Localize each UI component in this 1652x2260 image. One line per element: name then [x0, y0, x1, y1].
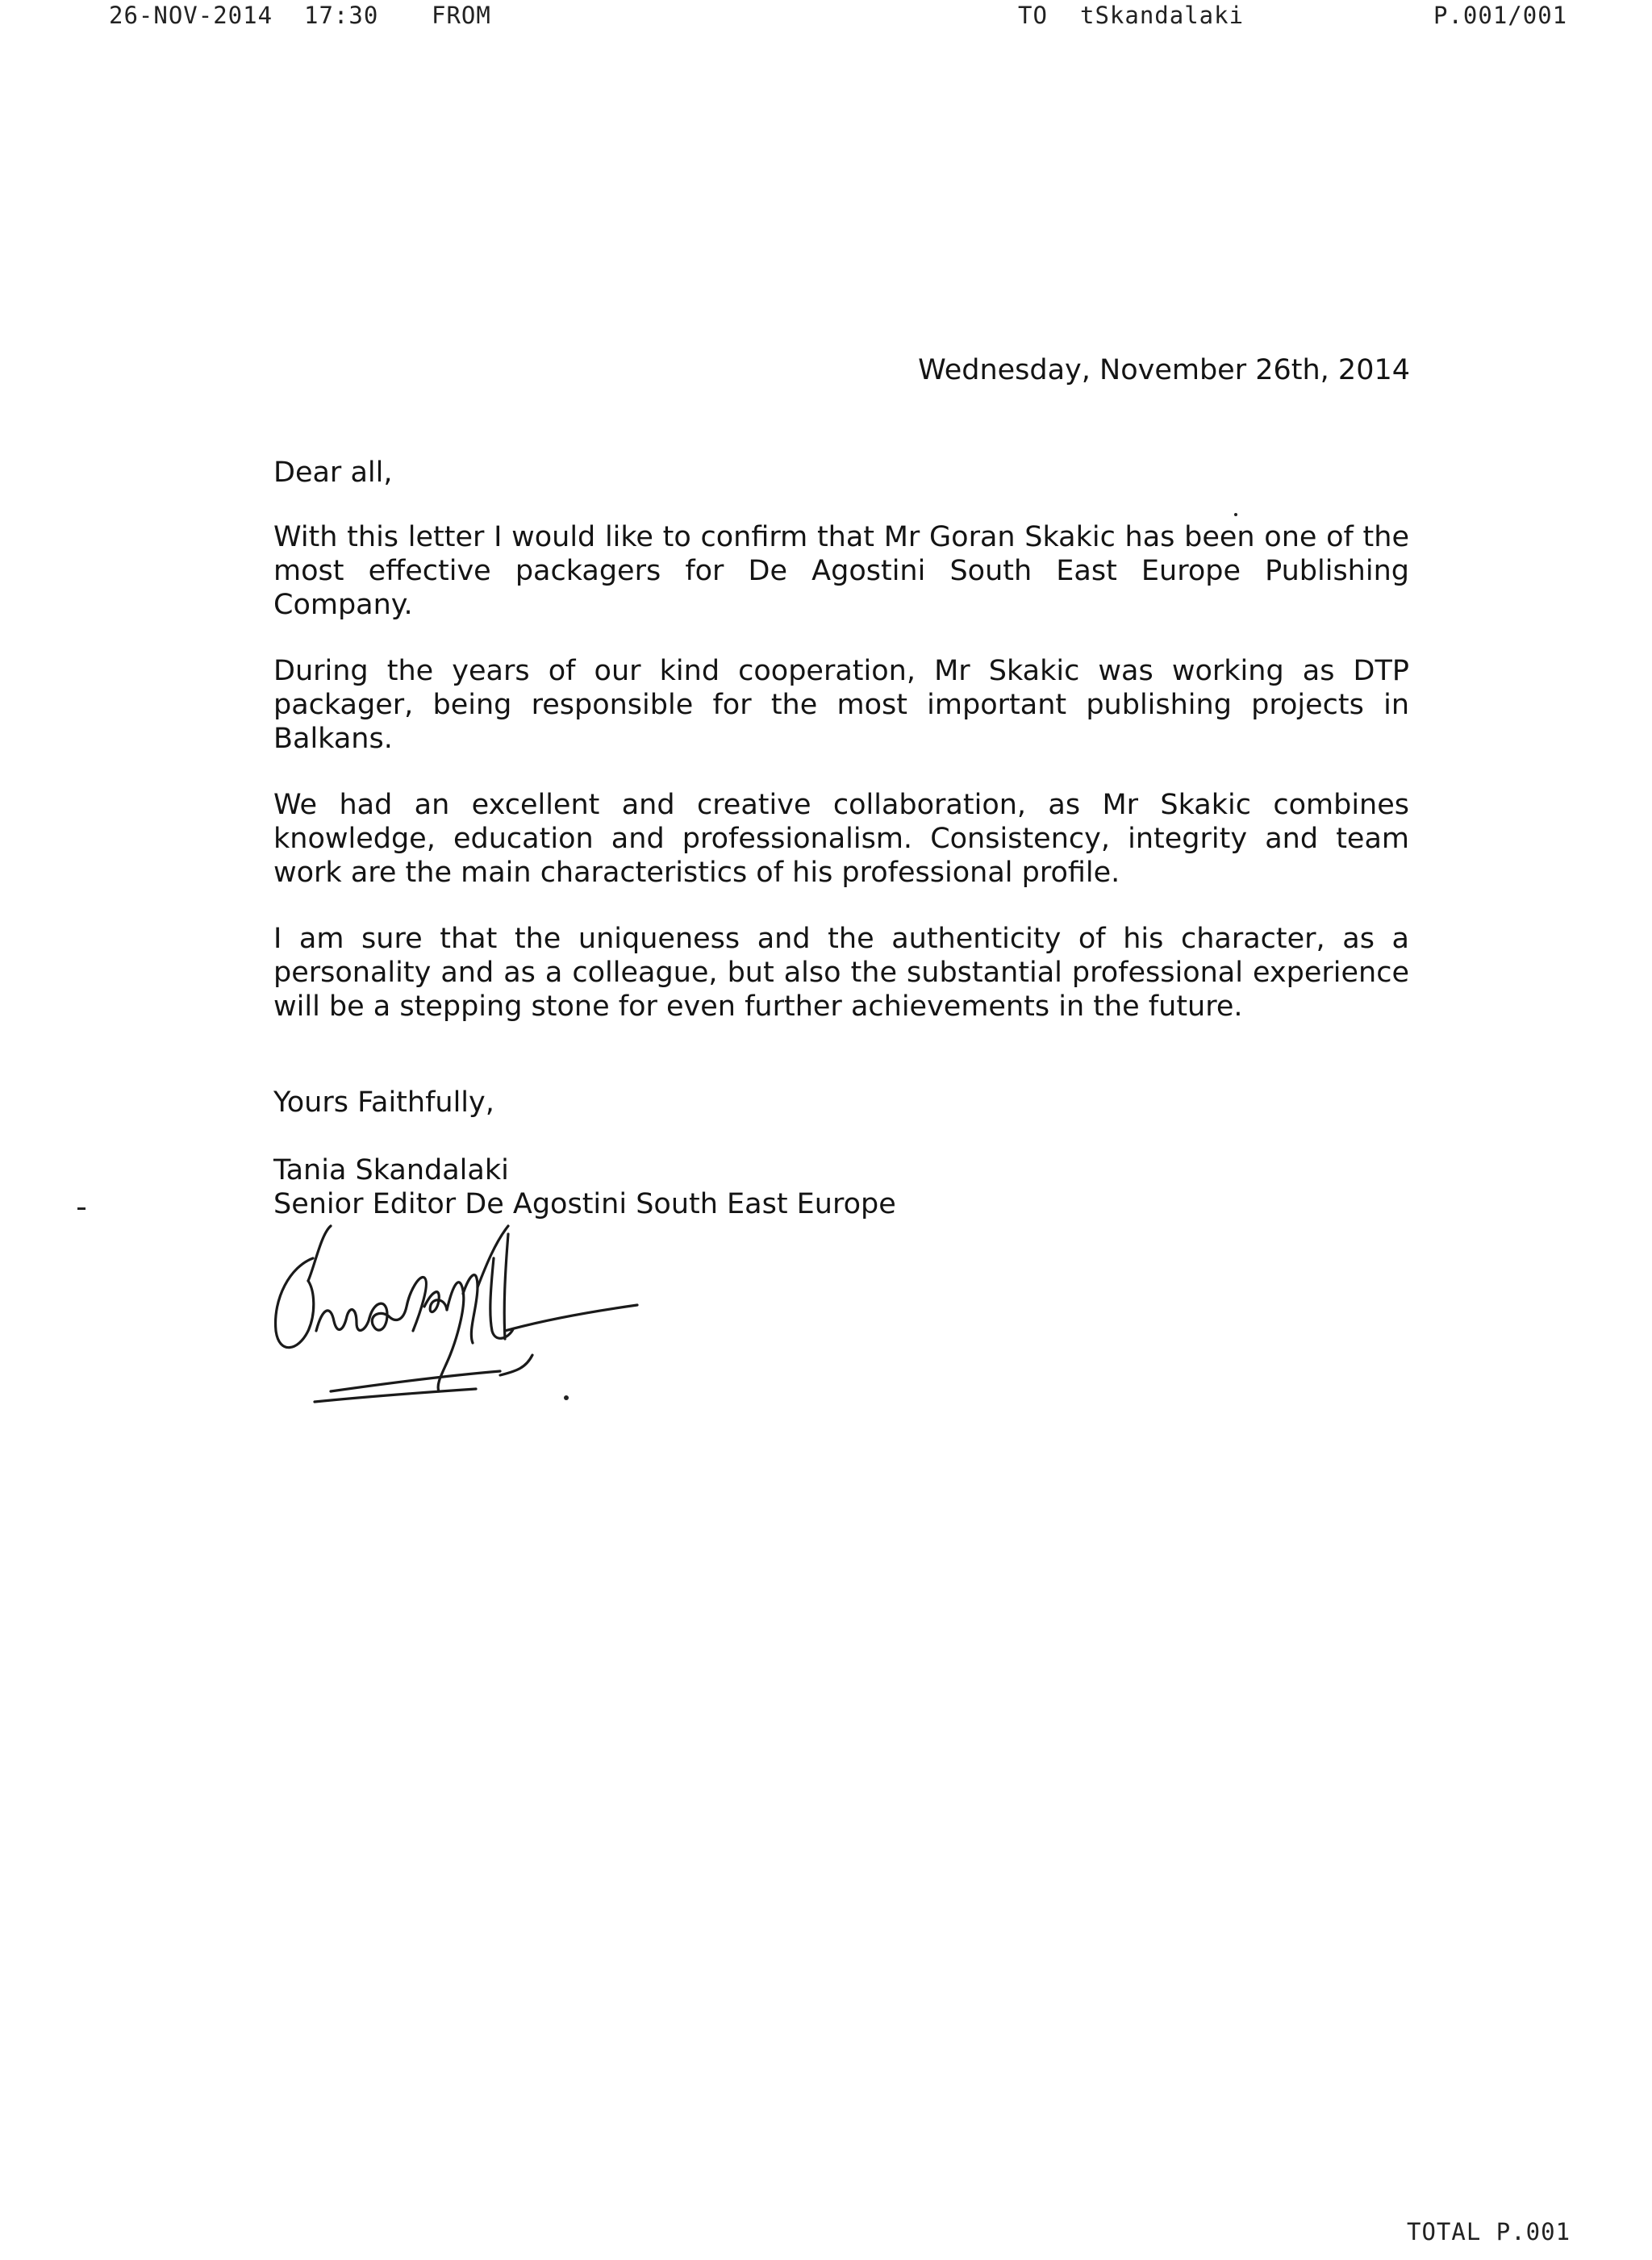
scan-speck	[564, 1395, 569, 1400]
letter-date: Wednesday, November 26th, 2014	[918, 354, 1410, 386]
fax-to-label: TO	[1018, 2, 1048, 29]
letter-paragraph: During the years of our kind cooperation, Mr Skakic was working as DTP packager, being responsible for the most important publishing projects in Balkans.	[273, 655, 1409, 755]
letter-closing: Yours Faithfully,	[273, 1086, 494, 1119]
fax-time: 17:30	[304, 2, 379, 29]
fax-total-pages: TOTAL P.001	[1407, 2218, 1571, 2245]
fax-page-number: P.001/001	[1433, 2, 1568, 29]
fax-to-name: tSkandalaki	[1080, 2, 1245, 29]
letter-paragraph: With this letter I would like to confirm that Mr Goran Skakic has been one of the most effective packagers for De Agostini South East Europe Publishing Company.	[273, 521, 1409, 621]
signer-name: Tania Skandalaki	[273, 1154, 509, 1186]
letter-body	[273, 456, 1409, 1056]
letter-closing-block	[273, 1086, 1241, 1221]
letter-paragraph: I am sure that the uniqueness and the authenticity of his character, as a personality and as a colleague, but also the substantial professional experience will be a stepping stone for even further achievements in the future.	[273, 923, 1409, 1023]
scan-speck	[77, 1207, 86, 1210]
fax-date: 26-NOV-2014	[109, 2, 273, 29]
signer-title: Senior Editor De Agostini South East Europe	[273, 1188, 896, 1220]
scan-speck	[1234, 513, 1237, 516]
fax-from-label: FROM	[432, 2, 491, 29]
handwritten-signature	[266, 1210, 645, 1411]
letter-greeting: Dear all,	[273, 457, 393, 489]
letter-paragraph: We had an excellent and creative collaboration, as Mr Skakic combines knowledge, education and professionalism. Consistency, integrity and team work are the main characteristics of his professional profile.	[273, 789, 1409, 889]
